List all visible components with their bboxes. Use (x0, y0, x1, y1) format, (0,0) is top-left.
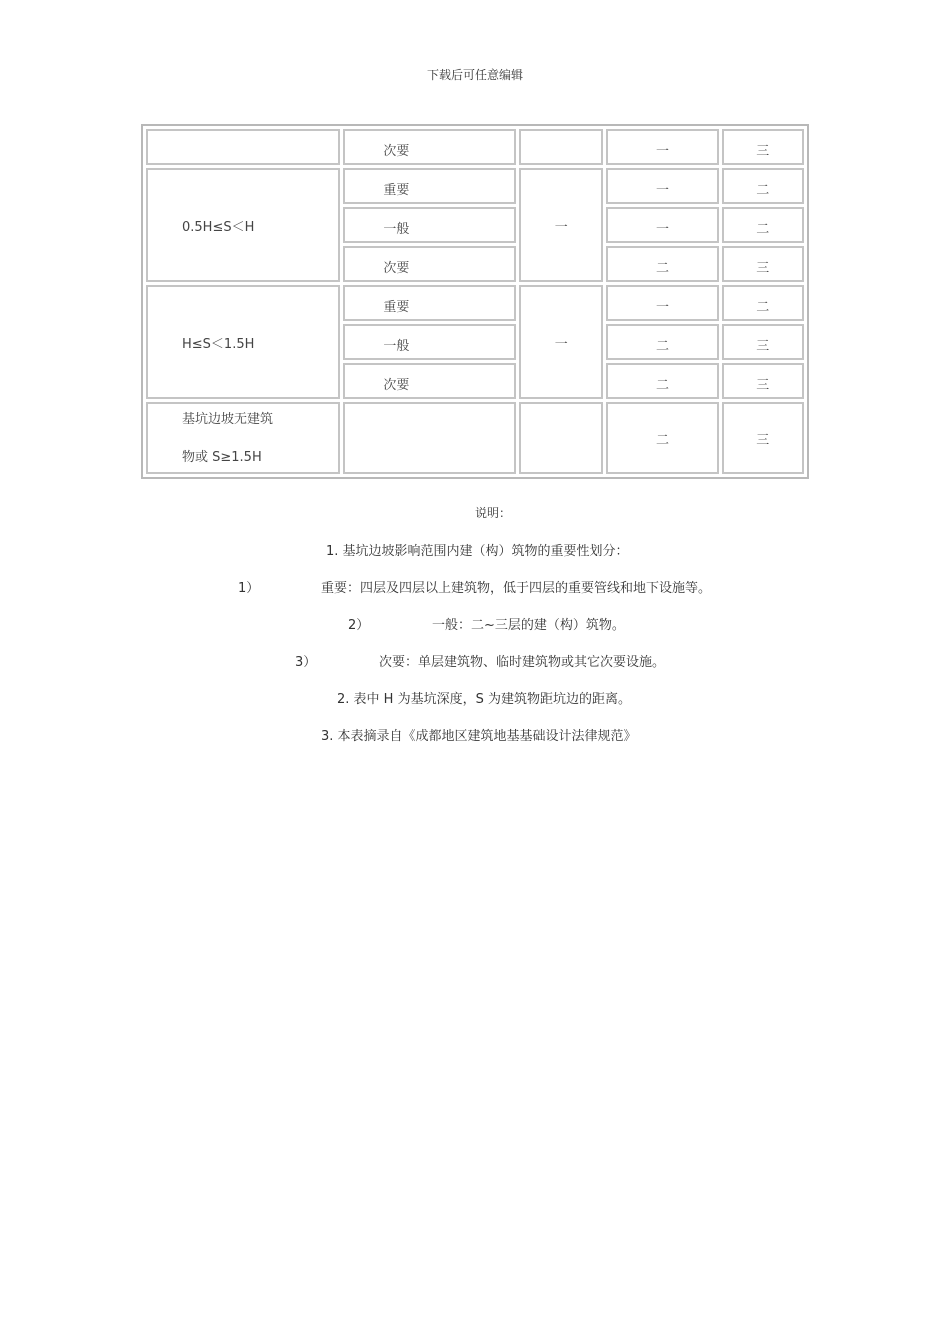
importance-cell: 次要 (343, 129, 516, 165)
level-b-cell: 二 (722, 285, 805, 321)
importance-cell: 重要 (343, 168, 516, 204)
note-1-2-number: 2） (348, 618, 370, 633)
mid-cell (519, 402, 603, 474)
importance-cell: 重要 (343, 285, 516, 321)
level-b-cell: 三 (722, 324, 805, 360)
level-a-cell: 二 (606, 246, 718, 282)
grading-table (141, 124, 809, 479)
note-1-3-text: 次要：单层建筑物、临时建筑物或其它次要设施。 (379, 655, 666, 670)
note-1-1-number: 1） (238, 581, 260, 596)
level-a-cell: 二 (606, 363, 718, 399)
level-b-cell: 二 (722, 168, 805, 204)
condition-line-1: 基坑边坡无建筑 (182, 412, 274, 427)
level-a-cell: 一 (606, 168, 718, 204)
level-a-cell: 二 (606, 324, 718, 360)
level-b-cell: 三 (722, 246, 805, 282)
level-b-cell: 三 (722, 402, 805, 474)
level-b-cell: 三 (722, 129, 805, 165)
table-row (146, 129, 804, 165)
table-row (146, 402, 804, 474)
condition-cell: 0.5H≤S＜H (146, 168, 340, 282)
notes-title: 说明： (475, 506, 512, 520)
level-a-cell: 一 (606, 285, 718, 321)
page-header: 下载后可任意编辑 (426, 68, 523, 82)
condition-cell (146, 129, 340, 165)
level-a-cell: 一 (606, 207, 718, 243)
importance-cell: 一般 (343, 324, 516, 360)
condition-line-2: 物或 S≥1.5H (182, 450, 262, 465)
importance-cell: 次要 (343, 363, 516, 399)
level-a-cell: 一 (606, 129, 718, 165)
level-b-cell: 二 (722, 207, 805, 243)
mid-cell (519, 129, 603, 165)
note-2: 2. 表中 H 为基坑深度，S 为建筑物距坑边的距离。 (337, 692, 631, 707)
mid-cell: 一 (519, 168, 603, 282)
condition-cell: H≤S＜1.5H (146, 285, 340, 399)
level-a-cell: 二 (606, 402, 718, 474)
mid-cell: 一 (519, 285, 603, 399)
note-1-3-number: 3） (295, 655, 317, 670)
importance-cell (343, 402, 516, 474)
note-1-1-text: 重要：四层及四层以上建筑物，低于四层的重要管线和地下设施等。 (321, 581, 712, 596)
table-row (146, 168, 804, 204)
condition-cell (146, 402, 340, 474)
table-row (146, 285, 804, 321)
note-1-2-text: 一般：二~三层的建（构）筑物。 (432, 618, 625, 633)
importance-cell: 一般 (343, 207, 516, 243)
level-b-cell: 三 (722, 363, 805, 399)
note-1: 1. 基坑边坡影响范围内建（构）筑物的重要性划分： (326, 544, 629, 559)
importance-cell: 次要 (343, 246, 516, 282)
note-3: 3. 本表摘录自《成都地区建筑地基基础设计法律规范》 (321, 729, 637, 744)
